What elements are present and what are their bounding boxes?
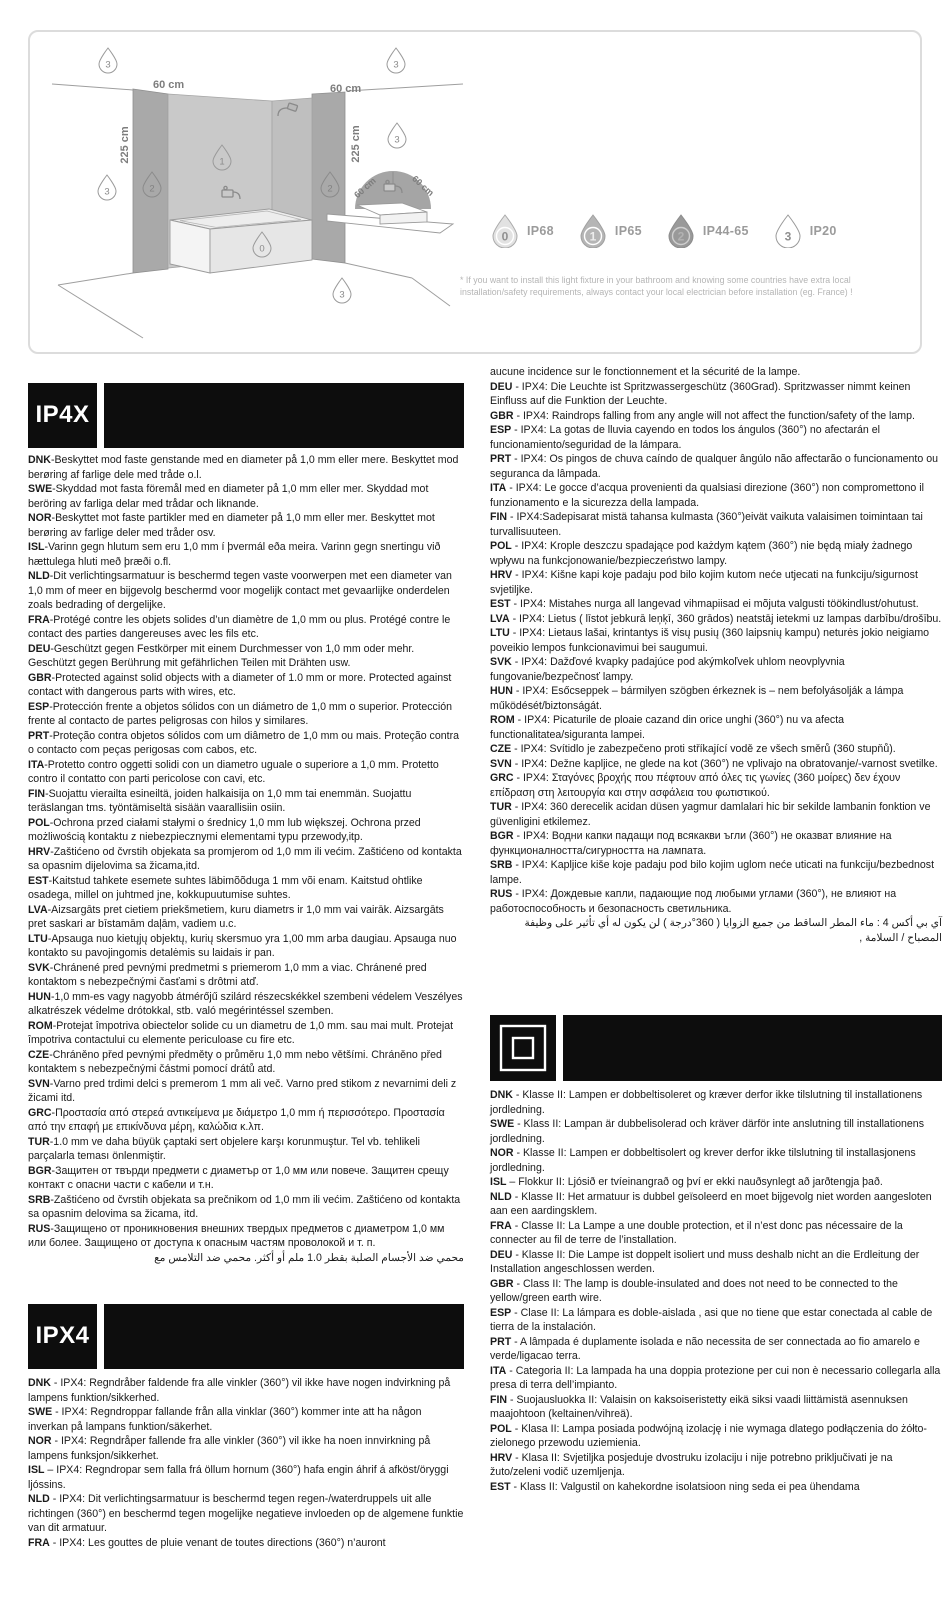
svg-text:2: 2 <box>677 229 685 244</box>
lang-entry-hun: HUN - IPX4: Esőcseppek – bármilyen szögben érkeznek is – nem befolyásolják a lámpa működését/biztonságát. <box>490 685 904 712</box>
lang-entry-pol: POL - Klasa II: Lampa posiada podwójną izolację i nie wymaga dlatego podłączenia do żółto-zielonego przewodu uziemienia. <box>490 1422 927 1449</box>
right-column <box>490 365 942 1494</box>
svg-text:3: 3 <box>784 229 792 244</box>
lang-entry-gbr: GBR-Protected against solid objects with a diameter of 1.0 mm or more. Protected against contact with dangerous parts with wires, etc. <box>28 671 452 698</box>
svg-text:3: 3 <box>105 59 111 71</box>
lang-entry-swe: SWE-Skyddad mot fasta föremål med en diameter på 1,0 mm eller mer. Skyddad mot beröring av farliga delar med trådar och liknande. <box>28 483 429 510</box>
lang-entry-rus: RUS - IPX4: Дождевые капли, падающие под любыми углами (360°), не влияют на работоспособность и безопасность светильника. <box>490 888 897 915</box>
ipx4-section-header <box>28 1304 464 1369</box>
lang-entry-nld: NLD - Klasse II: Het armatuur is dubbel geïsoleerd en moet bijgevolg niet worden aangesloten aan een aardingsklem. <box>490 1190 932 1217</box>
lang-entry-cze: CZE-Chráněno před pevnými předměty o průměru 1,0 mm nebo většími. Chráněno před kontaktem s nebezpečnými částmi pomocí drátů atd. <box>28 1048 442 1075</box>
floor-line-right <box>345 263 412 278</box>
ceiling-line-right <box>347 84 463 91</box>
lang-entry-hrv: HRV-Zaštićeno od čvrstih objekata sa promjerom od 1,0 mm ili većim. Zaštićeno od kontakta sa opasnim dijelovima sa žicama,itd. <box>28 845 462 872</box>
legend-rating: IP68 <box>527 224 554 238</box>
lang-entry-gbr: GBR - Class II: The lamp is double-insulated and does not need to be connected to the yellow/green earth wire. <box>490 1277 898 1304</box>
zone2-strip-left <box>133 89 168 273</box>
lang-entry-rom: ROM - IPX4: Picaturile de ploaie cazand din orice unghi (360°) nu va afecta functionalitatea/siguranta lampei. <box>490 714 845 741</box>
lang-entry-svk: SVK-Chránené pred pevnými predmetmi s priemerom 1,0 mm a viac. Chránené pred kontaktom s nebezpečnými časťami s drôtmi atď. <box>28 961 427 988</box>
installation-note <box>460 275 938 298</box>
lang-entry-nld: NLD-Dit verlichtingsarmatuur is beschermd tegen vaste voorwerpen met een diameter van 1,0 mm of meer en bijgevolg beschermd voor mogelijk contact met gevaarlijke onderdelen zoals bedrading of dergelijke. <box>28 570 452 611</box>
legend-rating: IP65 <box>614 224 642 238</box>
lang-entry-esp: ESP - IPX4: La gotas de lluvia cayendo en todos los ángulos (360°) no afectarán el funcionamiento/seguridad de la lámpara. <box>490 424 880 451</box>
lang-entry-cze: CZE - IPX4: Svítidlo je zabezpečeno proti stříkající vodě ze všech směrů (360 stupňů). <box>490 743 896 755</box>
left-column <box>28 383 464 1550</box>
lang-entry-ltu: LTU-Apsauga nuo kietųjų objektų, kurių skersmuo yra 1,00 mm arba daugiau. Apsauga nuo kontakto su pavojingomis detalėmis su laidais ir pan. <box>28 932 457 959</box>
lang-entry: محمي ضد الأجسام الصلبة بقطر 1.0 ملم أو أكثر. محمي ضد التلامس مع <box>154 1251 464 1264</box>
lang-entry-deu: DEU - Klasse II: Die Lampe ist doppelt isoliert und muss deshalb nicht an die Erdleitung der Installation angeschlossen werden. <box>490 1248 920 1275</box>
lang-entry-prt: PRT - A lâmpada é duplamente isolada e não necessita de ser connectada ao fio amarelo e verde/ligacao terra. <box>490 1335 920 1362</box>
svg-text:3: 3 <box>104 186 110 198</box>
lang-entry-est: EST - IPX4: Mistahes nurga all langevad vihmapiisad ei mõjuta valgusti töökindlust/ohutust. <box>490 598 919 610</box>
zone-marker-3 <box>388 123 406 148</box>
legend-item-zone3 <box>775 214 837 248</box>
lang-entry-srb: SRB - IPX4: Kapljice kiše koje padaju pod bilo kojim uglom neće uticati na funkciju/bezbednost lampe. <box>490 859 935 886</box>
lang-entry-prt: PRT-Proteção contra objetos sólidos com um diâmetro de 1,0 mm ou mais. Proteção contra o contacto com peças perigosas com cabos, etc. <box>28 729 460 756</box>
svg-text:0: 0 <box>259 243 265 255</box>
lang-entry-srb: SRB-Zaštićeno od čvrstih objekata sa prečnikom od 1,0 mm ili većim. Zaštićeno od kontakta sa opasnim delovima sa žicama, itd. <box>28 1193 461 1220</box>
lang-entry-fin: FIN - Suojausluokka II: Valaisin on kaksoiseristetty eikä siksi vaadi liittämistä asennuksen maajohtoon (keltainen/vihreä). <box>490 1393 908 1420</box>
lang-entry-nor: NOR - Klasse II: Lampen er dobbeltisolert og krever derfor ikke tilslutning til installasjonens jordledning. <box>490 1147 916 1174</box>
lang-entry-nor: NOR-Beskyttet mot faste partikler med en diameter på 1,0 mm eller mer. Beskyttet mot berøring av farlige deler med tråder osv. <box>28 512 435 539</box>
bathroom-zones-diagram <box>30 32 500 350</box>
lang-entry-ita: ITA-Protetto contro oggetti solidi con un diametro uguale o superiore a 1,0 mm. Protetto contro il contatto con parti pericolose con cavi, etc. <box>28 758 439 785</box>
svg-text:1: 1 <box>219 156 225 168</box>
ceiling-line-left <box>52 84 133 90</box>
lang-entry-rom: ROM-Protejat împotriva obiectelor solide cu un diametru de 1,0 mm. sau mai mult. Protejat împotriva contactului cu elemente periculoase cu fire etc. <box>28 1019 454 1046</box>
floor-edge-right <box>412 278 450 306</box>
lang-entry-hrv: HRV - Klasa II: Svjetiljka posjeduje dvostruku izolaciju i nije potrebno priključivati je na žuto/zeleni vodič uzemljenja. <box>490 1451 893 1478</box>
svg-text:2: 2 <box>149 183 155 195</box>
lang-entry-isl: ISL – Flokkur II: Ljósið er tvíeinangrað og því er ekki nauðsynlegt að jarðtengja það. <box>490 1176 883 1188</box>
lang-entry-ltu: LTU - IPX4: Lietaus lašai, krintantys iš visų pusių (360 laipsnių kampu) neturės jokio neigiamo poveikio lempos funkcionavimui bei saugumui. <box>490 627 930 654</box>
svg-text:0: 0 <box>501 229 509 244</box>
lang-entry-dnk: DNK - Klasse II: Lampen er dobbeltisoleret og kræver derfor ikke tilslutning til installationens jordledning. <box>490 1089 923 1116</box>
lang-entry-bgr: BGR-Защитен от твърди предмети с диаметър от 1,0 мм или повече. Защитен срещу контакт с опасни части с кабели и т.н. <box>28 1164 449 1191</box>
lang-entry-hun: HUN-1,0 mm-es vagy nagyobb átmérőjű szilárd részecskékkel szembeni védelem Veszélyes alkatrészek védelme drótokkal, stb. való megérintéssel szemben. <box>28 990 463 1017</box>
bathtub <box>170 209 312 273</box>
lang-entry-esp: ESP - Clase II: La lámpara es doble-aislada , asi que no tiene que estar conectada al cable de tierra de la instalación. <box>490 1306 933 1333</box>
bathroom-zones-panel <box>28 30 922 354</box>
lang-entry-swe: SWE - IPX4: Regndroppar fallande från alla vinklar (360°) kommer inte att ha någon inverkan på lampans funktion/säkerhet. <box>28 1406 422 1433</box>
zone-marker-3 <box>333 278 351 303</box>
lang-entry-lva: LVA-Aizsargāts pret cietiem priekšmetiem, kuru diametrs ir 1,0 mm vai vairāk. Aizsargāts pret saskari ar bīstamām daļām, vadiem u.c. <box>28 903 444 930</box>
lang-entry-fra: FRA-Protégé contre les objets solides d’un diamètre de 1,0 mm ou plus. Protégé contre le contact des parties dangereuses avec les fils etc. <box>28 613 451 640</box>
legend-rating: IP20 <box>809 224 837 238</box>
zone-marker-3 <box>98 175 116 200</box>
lang-entry-rus: RUS-Защищено от проникновения внешних твердых предметов с диаметром 1,0 мм или более. Защищено от доступа к опасным частям проволокой и т. п. <box>28 1222 445 1249</box>
zone3-drop-icon <box>775 214 801 248</box>
zone0-drop-icon <box>492 214 518 248</box>
lang-entry: آي بي أكس 4 : ماء المطر الساقط من جميع الزوايا ( 360°درجة ) لن يكون له أي تأثير على وظيفة المصباح / السلامة , <box>524 917 942 944</box>
lang-entry-nor: NOR - IPX4: Regndråper fallende fra alle vinkler (360°) vil ikke ha noen innvirkning på lampens funksjon/sikkerhet. <box>28 1435 431 1462</box>
lang-entry-grc: GRC - IPX4: Σταγόνες βροχής που πέφτουν από όλες τις γωνίες (360 μοίρες) δεν έχουν επίδραση στη λειτουργία και στην ασφάλεια του φωτιστικού. <box>490 772 901 799</box>
lang-entry-svn: SVN - IPX4: Dežne kapljice, ne glede na kot (360°) ne vplivajo na obratovanje/-varnost svetilke. <box>490 757 938 770</box>
lang-entry-deu: DEU - IPX4: Die Leuchte ist Spritzwassergeschütz (360Grad). Spritzwasser nimmt keinen Einfluss auf die Funktion der Leuchte. <box>490 380 911 407</box>
class2-entries <box>490 1088 942 1494</box>
lang-entry-ita: ITA - Categoria II: La lampada ha una doppia protezione per cui non è necessario collegarla alla presa di terra dell’impianto. <box>490 1364 941 1391</box>
lang-entry: aucune incidence sur le fonctionnement et la sécurité de la lampe. <box>490 366 801 378</box>
lang-entry-bgr: BGR - IPX4: Водни капки падащи под всякакви ъгли (360°) не оказват влияние на функционалността/сигурността на лампата. <box>490 830 892 857</box>
zone2-drop-icon <box>668 214 694 248</box>
lang-entry-isl: ISL-Varinn gegn hlutum sem eru 1,0 mm í þvermál eða meira. Varinn gegn snertingu við hættulega hluti með þræði o.fl. <box>28 541 441 568</box>
svg-text:1: 1 <box>589 229 597 244</box>
lang-entry-dnk: DNK-Beskyttet mod faste genstande med en diameter på 1,0 mm eller mere. Beskyttet mod berøring af farlige dele med tråde o.l. <box>28 454 459 481</box>
lang-entry-swe: SWE - Klass II: Lampan är dubbelisolerad och kräver därför inte anslutning till installationens jordledning. <box>490 1118 924 1145</box>
ipx4-continued-entries <box>490 365 942 945</box>
legend-item-zone0 <box>492 214 554 248</box>
ip4x-entries <box>28 453 464 1265</box>
zone2-strip-right <box>312 92 345 263</box>
lang-entry-ita: ITA - IPX4: Le gocce d’acqua provenienti da qualsiasi direzione (360°) non compromettono il funzionamento e la sicurezza della lampada. <box>490 482 924 509</box>
legend-item-zone1 <box>580 214 642 248</box>
dim-label-right-side: 225 cm <box>350 125 362 163</box>
lang-entry-svk: SVK - IPX4: Dažďové kvapky padajúce pod akýmkoľvek uhlom neovplyvnia fungovanie/bezpečnosť lampy. <box>490 656 845 683</box>
zone-marker-3 <box>99 48 117 73</box>
lang-entry-deu: DEU-Geschützt gegen Festkörper mit einem Durchmesser von 1,0 mm oder mehr. Geschützt gegen Berührung mit gefährlichen Teilen mit Drähten usw. <box>28 642 415 669</box>
ip4x-badge: IP4X <box>28 383 97 448</box>
lang-entry-isl: ISL – IPX4: Regndropar sem falla frá öllum hornum (360°) hafa engin áhrif á afköst/öryggi ljóssins. <box>28 1464 449 1491</box>
lang-entry-fin: FIN - IPX4:Sadepisarat mistä tahansa kulmasta (360°)eivät vaikuta valaisimen toimintaan tai turvallisuuteen. <box>490 511 923 538</box>
double-insulation-icon <box>490 1015 556 1081</box>
lang-entry-esp: ESP-Protección frente a objetos sólidos con un diámetro de 1,0 mm o superior. Protección frente al contacto de partes peligrosas con hilos y similares. <box>28 700 452 727</box>
header-bar <box>104 383 464 448</box>
header-bar <box>563 1015 942 1081</box>
dim-label-top-left: 60 cm <box>153 79 185 91</box>
lang-entry-nld: NLD - IPX4: Dit verlichtingsarmatuur is beschermd tegen regen-/waterdruppels uit alle richtingen (360°) en beschermd tegen mogelijke negatieve invloeden op de algemene funktie van dit armatuur. <box>28 1493 464 1534</box>
svg-text:3: 3 <box>339 289 345 301</box>
lang-entry-est: EST - Klass II: Valgustil on kahekordne isolatsioon ning seda ei pea ühendama <box>490 1480 860 1493</box>
lang-entry-fin: FIN-Suojattu vierailta esineiltä, joiden halkaisija on 1,0 mm tai enemmän. Suojattu teräslangan tms. työntämiseltä sisään vaarallisiin osiin. <box>28 787 412 814</box>
dim-label-basin-left: 60 cm <box>352 175 378 201</box>
svg-text:3: 3 <box>393 59 399 71</box>
lang-entry-tur: TUR-1.0 mm ve daha büyük çaptaki sert objelere karşı korunmuştur. Tel vb. tehlikeli parçalarla teması önlenmiştir. <box>28 1135 420 1162</box>
washbasin <box>327 171 453 233</box>
floor-line-left <box>58 273 133 285</box>
lang-entry-svn: SVN-Varno pred trdimi delci s premerom 1 mm ali več. Varno pred stikom z nevarnimi deli z žicami itd. <box>28 1077 457 1104</box>
dim-label-left-side: 225 cm <box>119 126 131 164</box>
legend-item-zone2 <box>668 214 749 248</box>
lang-entry-tur: TUR - IPX4: 360 derecelik acidan düsen yagmur damlalari hic bir sekilde lambanin fonktion ve güvenligini etkilemez. <box>490 801 931 828</box>
floor-edge-left <box>58 285 143 338</box>
dim-label-basin-right: 60 cm <box>410 173 436 199</box>
lang-entry-pol: POL-Ochrona przed ciałami stałymi o średnicy 1,0 mm lub większej. Ochrona przed możliwością kontaktu z niebezpiecznymi elementami typu przewody,itp. <box>28 816 421 843</box>
ipx4-badge: IPX4 <box>28 1304 97 1369</box>
class2-section-header <box>490 1015 942 1081</box>
lang-entry-pol: POL - IPX4: Krople deszczu spadające pod każdym kątem (360°) nie będą miały żadnego wpływu na funkcjonowanie/bezpieczeństwo lampy. <box>490 540 913 567</box>
ipx4-entries <box>28 1376 464 1550</box>
note-line2: installation/safety requirements, always contact your local electrician before installation (eg. France) ! <box>460 286 853 297</box>
legend-rating: IP44-65 <box>702 224 749 238</box>
zone1-drop-icon <box>580 214 606 248</box>
lang-entry-fra: FRA - Classe II: La Lampe a une double protection, et il n’est donc pas nécessaire de la connecter au fil de terre de l’installation. <box>490 1219 903 1246</box>
ip4x-section-header <box>28 383 464 448</box>
zone-marker-3 <box>387 48 405 73</box>
lang-entry-prt: PRT - IPX4: Os pingos de chuva caíndo de qualquer ângúlo não affectarão o funcionamento ou seguranca da lâmpada. <box>490 453 938 480</box>
svg-text:3: 3 <box>394 134 400 146</box>
lang-entry-lva: LVA - IPX4: Lietus ( līstot jebkurā leņķī, 360 grādos) neatstāj ietekmi uz lampas darbību/drošību. <box>490 612 942 625</box>
ip-legend <box>492 214 863 248</box>
lang-entry-est: EST-Kaitstud tahkete esemete suhtes läbimõõduga 1 mm või enam. Kaitstud ohtlike osadega, millel on juhtmed jne, kokkupuutumise suhtes. <box>28 874 423 901</box>
dim-label-top-right: 60 cm <box>330 83 362 95</box>
lang-entry-dnk: DNK - IPX4: Regndråber faldende fra alle vinkler (360°) vil ikke have nogen indvirkning på lampens funktion/sikkerhed. <box>28 1377 451 1404</box>
note-line1: * If you want to install this light fixture in your bathroom and knowing some countries have extra local <box>460 275 851 285</box>
lang-entry-fra: FRA - IPX4: Les gouttes de pluie venant de toutes directions (360°) n’auront <box>28 1536 386 1549</box>
header-bar <box>104 1304 464 1369</box>
class2-badge <box>490 1015 556 1081</box>
lang-entry-grc: GRC-Προστασία από στερεά αντικείμενα με διάμετρο 1,0 mm ή περισσότερο. Προστασία από την επαφή με επικίνδυνα μέρη, καλώδια κ.λπ. <box>28 1106 445 1133</box>
lang-entry-gbr: GBR - IPX4: Raindrops falling from any angle will not affect the function/safety of the lamp. <box>490 409 915 422</box>
svg-text:2: 2 <box>327 183 333 195</box>
lang-entry-hrv: HRV - IPX4: Kišne kapi koje padaju pod bilo kojim kutom neće utjecati na funkciju/sigurnost svjetiljke. <box>490 569 918 596</box>
